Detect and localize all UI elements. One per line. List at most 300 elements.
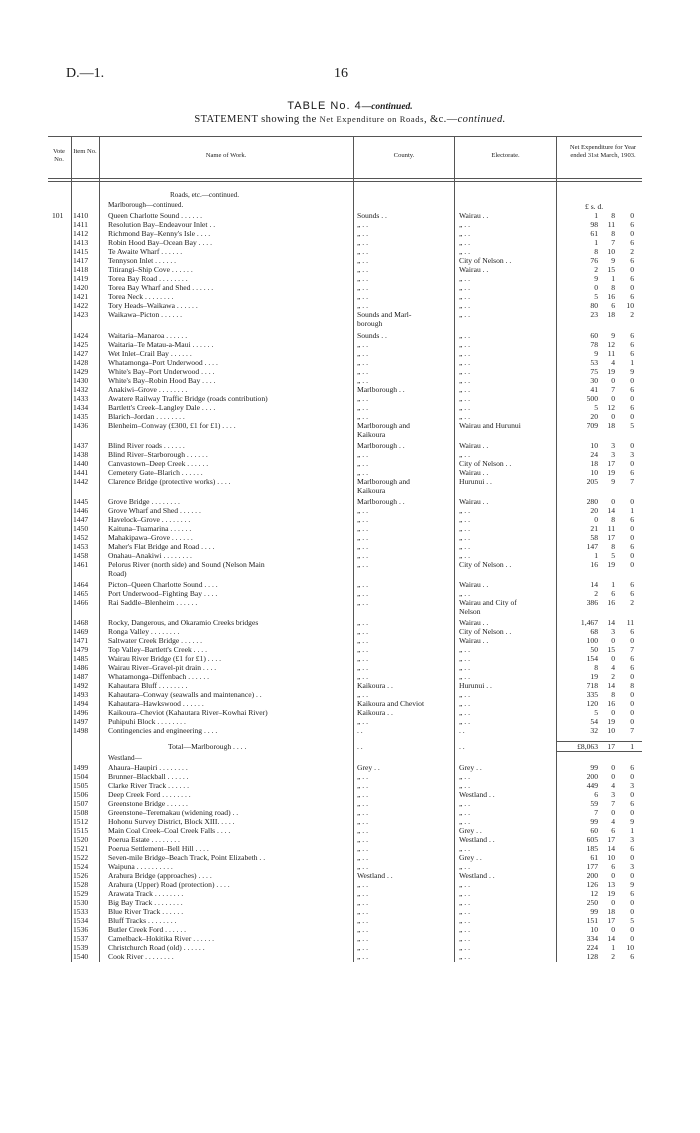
table-row <box>0 477 700 486</box>
cell-item-no: 1515 <box>73 826 89 835</box>
table-row <box>0 283 700 292</box>
table-row <box>0 403 700 412</box>
cell-county: „ . . <box>357 340 368 349</box>
cell-item-no: 1442 <box>73 477 89 486</box>
cell-item-no: 1520 <box>73 835 89 844</box>
cell-item-no: 1522 <box>73 853 89 862</box>
cell-item-no: 1461 <box>73 560 89 569</box>
cell-pounds: 335 <box>586 690 598 699</box>
table-row <box>0 238 700 247</box>
cell-county: Kaikoura <box>357 430 386 439</box>
cell-pounds: 200 <box>586 772 598 781</box>
cell-electorate: „ . . <box>459 898 470 907</box>
table-row <box>0 826 700 835</box>
cell-item-no: 1512 <box>73 817 89 826</box>
cell-pounds: 61 <box>590 853 598 862</box>
cell-shillings: 19 <box>607 717 615 726</box>
cell-pence: 6 <box>630 385 634 394</box>
cell-county: „ . . <box>357 853 368 862</box>
cell-electorate: Wairau . . <box>459 211 489 220</box>
cell-shillings: 3 <box>611 441 615 450</box>
cell-county: „ . . <box>357 645 368 654</box>
cell-work-name: Wairau River Bridge (£1 for £1) . . . . <box>108 654 222 663</box>
cell-pence: 2 <box>630 310 634 319</box>
cell-work-name: Ronga Valley . . . . . . . . <box>108 627 180 636</box>
cell-work-name: Whatamonga–Port Underwood . . . . <box>108 358 218 367</box>
table-row <box>0 265 700 274</box>
cell-work-name: Hohonu Survey District, Block XIII. . . . . <box>108 817 235 826</box>
cell-work-name: Tory Heads–Waikawa . . . . . . <box>108 301 198 310</box>
cell-work-name: Te Awaite Wharf . . . . . . <box>108 247 183 256</box>
cell-pounds: £8,063 <box>577 742 598 751</box>
cell-electorate: Wairau . . <box>459 441 489 450</box>
table-row <box>0 580 700 589</box>
cell-pounds: 20 <box>590 506 598 515</box>
cell-electorate: „ . . <box>459 551 470 560</box>
cell-electorate: „ . . <box>459 862 470 871</box>
cell-county: „ . . <box>357 542 368 551</box>
cell-pounds: 8 <box>594 663 598 672</box>
cell-work-name: Roads, etc.—continued. <box>170 191 240 199</box>
cell-pounds: 500 <box>586 394 598 403</box>
cell-pounds: 5 <box>594 403 598 412</box>
cell-pence: 6 <box>630 274 634 283</box>
cell-item-no: 1434 <box>73 403 89 412</box>
cell-item-no: 1486 <box>73 663 89 672</box>
cell-shillings: 8 <box>611 283 615 292</box>
cell-work-name: Waipuna . . . . . . . . . . <box>108 862 173 871</box>
cell-county: „ . . <box>357 394 368 403</box>
cell-work-name: Kaikoura–Cheviot (Kahautara River–Kowhai River) <box>108 708 268 717</box>
cell-pence: 0 <box>630 459 634 468</box>
cell-electorate: „ . . <box>459 450 470 459</box>
cell-pence: 3 <box>630 835 634 844</box>
cell-item-no: 1446 <box>73 506 89 515</box>
cell-pence: 6 <box>630 468 634 477</box>
cell-pence: 9 <box>630 817 634 826</box>
cell-pence: 6 <box>630 580 634 589</box>
cell-pence: 7 <box>630 645 634 654</box>
cell-electorate: . . <box>459 726 465 735</box>
cell-item-no: 1529 <box>73 889 89 898</box>
table-row <box>0 636 700 645</box>
cell-county: Kaikoura and Cheviot <box>357 699 425 708</box>
cell-work-name: Cook River . . . . . . . . <box>108 952 174 961</box>
cell-pence: 6 <box>630 799 634 808</box>
cell-county: „ . . <box>357 274 368 283</box>
cell-item-no: 1412 <box>73 229 89 238</box>
cell-shillings: 14 <box>607 618 615 627</box>
cell-pence: 0 <box>630 708 634 717</box>
cell-pence: 6 <box>630 220 634 229</box>
cell-county: „ . . <box>357 265 368 274</box>
cell-pounds: 24 <box>590 450 598 459</box>
cell-electorate: „ . . <box>459 301 470 310</box>
cell-electorate: „ . . <box>459 781 470 790</box>
cell-pounds: 334 <box>586 934 598 943</box>
cell-shillings: 8 <box>611 542 615 551</box>
cell-item-no: 1464 <box>73 580 89 589</box>
cell-pence: 0 <box>630 283 634 292</box>
cell-pounds: 78 <box>590 340 598 349</box>
cell-county: „ . . <box>357 952 368 961</box>
cell-item-no: 1419 <box>73 274 89 283</box>
cell-item-no: 1493 <box>73 690 89 699</box>
col-header-name: Name of Work. <box>205 152 247 159</box>
cell-work-name: Resolution Bay–Endeavour Inlet . . <box>108 220 216 229</box>
table-row <box>0 844 700 853</box>
cell-work-name: Picton–Queen Charlotte Sound . . . . <box>108 580 218 589</box>
currency-units: £ s. d. <box>585 202 604 211</box>
table-row <box>0 943 700 952</box>
cell-county: „ . . <box>357 551 368 560</box>
cell-electorate: „ . . <box>459 506 470 515</box>
cell-electorate: „ . . <box>459 292 470 301</box>
cell-county: „ . . <box>357 515 368 524</box>
cell-electorate: City of Nelson . . <box>459 256 512 265</box>
cell-work-name: Butler Creek Ford . . . . . . <box>108 925 187 934</box>
cell-electorate: „ . . <box>459 934 470 943</box>
statement-part-a: STATEMENT showing the <box>194 114 320 125</box>
cell-item-no: 1447 <box>73 515 89 524</box>
cell-pence: 0 <box>630 376 634 385</box>
cell-item-no: 1429 <box>73 367 89 376</box>
cell-pence: 0 <box>630 690 634 699</box>
col-header-vote: Vote No. <box>53 148 65 163</box>
cell-item-no: 1526 <box>73 871 89 880</box>
cell-pence: 2 <box>630 247 634 256</box>
cell-county: „ . . <box>357 799 368 808</box>
cell-item-no: 1537 <box>73 934 89 943</box>
table-row <box>0 340 700 349</box>
cell-work-name: Waitaria–Manaroa . . . . . . <box>108 331 188 340</box>
table-row <box>0 699 700 708</box>
cell-work-name: Cemetery Gate–Blarich . . . . . . <box>108 468 203 477</box>
cell-item-no: 1428 <box>73 358 89 367</box>
cell-pence: 6 <box>630 331 634 340</box>
cell-electorate: „ . . <box>459 376 470 385</box>
cell-electorate: „ . . <box>459 645 470 654</box>
cell-shillings: 2 <box>611 672 615 681</box>
cell-pounds: 58 <box>590 533 598 542</box>
table-row <box>0 607 700 616</box>
cell-pence: 11 <box>626 618 634 627</box>
cell-pence: 0 <box>630 441 634 450</box>
table-row <box>0 781 700 790</box>
cell-pounds: 20 <box>590 412 598 421</box>
cell-item-no: 1496 <box>73 708 89 717</box>
cell-pence: 3 <box>630 450 634 459</box>
cell-county: Kaikoura <box>357 486 386 495</box>
cell-electorate: „ . . <box>459 349 470 358</box>
table-row <box>0 763 700 772</box>
cell-pence: 6 <box>630 340 634 349</box>
cell-work-name: Blind River roads . . . . . . <box>108 441 185 450</box>
cell-electorate: „ . . <box>459 331 470 340</box>
table-row <box>0 331 700 340</box>
cell-work-name: Bartlett's Creek–Langley Dale . . . . <box>108 403 216 412</box>
col-header-net-expenditure: Net Expenditure for Year ended 31st March, 1903. <box>569 144 637 159</box>
cell-county: „ . . <box>357 220 368 229</box>
cell-electorate: „ . . <box>459 907 470 916</box>
cell-electorate: „ . . <box>459 889 470 898</box>
cell-pence: 0 <box>630 551 634 560</box>
cell-pounds: 61 <box>590 229 598 238</box>
table-row <box>0 871 700 880</box>
cell-shillings: 14 <box>607 506 615 515</box>
cell-pence: 6 <box>630 292 634 301</box>
cell-shillings: 8 <box>611 229 615 238</box>
cell-work-name: Arahura (Upper) Road (protection) . . . . <box>108 880 230 889</box>
cell-shillings: 2 <box>611 952 615 961</box>
cell-pounds: 8 <box>594 247 598 256</box>
total-row <box>0 742 700 751</box>
table-row <box>0 551 700 560</box>
document-code: D.—1. <box>66 66 105 81</box>
table-row <box>0 385 700 394</box>
table-row <box>0 468 700 477</box>
cell-electorate: „ . . <box>459 672 470 681</box>
cell-item-no: 1465 <box>73 589 89 598</box>
statement-part-b: Net Expenditure on Roads <box>319 114 424 124</box>
cell-pence: 6 <box>630 844 634 853</box>
cell-item-no: 1469 <box>73 627 89 636</box>
cell-electorate: „ . . <box>459 403 470 412</box>
cell-pounds: 60 <box>590 331 598 340</box>
cell-electorate: „ . . <box>459 394 470 403</box>
cell-item-no: 1487 <box>73 672 89 681</box>
cell-electorate: Wairau . . <box>459 618 489 627</box>
cell-pounds: 449 <box>586 781 598 790</box>
cell-shillings: 11 <box>607 349 615 358</box>
cell-electorate: „ . . <box>459 358 470 367</box>
cell-pence: 8 <box>630 681 634 690</box>
cell-item-no: 1410 <box>73 211 89 220</box>
cell-work-name: Puhipuhi Block . . . . . . . . <box>108 717 186 726</box>
cell-work-name: Westland— <box>108 754 142 762</box>
cell-pence: 0 <box>630 394 634 403</box>
cell-county: „ . . <box>357 627 368 636</box>
cell-work-name: Ahaura–Haupiri . . . . . . . . <box>108 763 188 772</box>
cell-electorate: „ . . <box>459 708 470 717</box>
cell-pounds: 1 <box>594 551 598 560</box>
table-row <box>0 349 700 358</box>
cell-shillings: 3 <box>611 627 615 636</box>
cell-pence: 6 <box>630 763 634 772</box>
cell-electorate: Hurunui . . <box>459 477 492 486</box>
cell-electorate: Grey . . <box>459 853 482 862</box>
cell-pounds: 250 <box>586 898 598 907</box>
table-row <box>0 952 700 961</box>
cell-shillings: 12 <box>607 403 615 412</box>
cell-shillings: 1 <box>611 580 615 589</box>
cell-county: Marlborough . . <box>357 497 405 506</box>
cell-county: „ . . <box>357 916 368 925</box>
cell-pounds: 126 <box>586 880 598 889</box>
cell-item-no: 1423 <box>73 310 89 319</box>
cell-pence: 0 <box>630 412 634 421</box>
cell-electorate: „ . . <box>459 717 470 726</box>
cell-pounds: 386 <box>586 598 598 607</box>
cell-item-no: 1450 <box>73 524 89 533</box>
cell-pence: 6 <box>630 952 634 961</box>
cell-pence: 0 <box>630 907 634 916</box>
cell-county: „ . . <box>357 781 368 790</box>
cell-county: „ . . <box>357 560 368 569</box>
cell-pounds: 1 <box>594 211 598 220</box>
cell-county: „ . . <box>357 717 368 726</box>
cell-work-name: Christchurch Road (old) . . . . . . <box>108 943 205 952</box>
cell-pounds: 32 <box>590 726 598 735</box>
cell-pence: 7 <box>630 477 634 486</box>
cell-pounds: 154 <box>586 654 598 663</box>
cell-electorate: „ . . <box>459 515 470 524</box>
cell-item-no: 1539 <box>73 943 89 952</box>
cell-pounds: 205 <box>586 477 598 486</box>
cell-shillings: 0 <box>611 497 615 506</box>
cell-pounds: 59 <box>590 799 598 808</box>
cell-work-name: Big Bay Track . . . . . . . . <box>108 898 183 907</box>
cell-pence: 6 <box>630 349 634 358</box>
cell-item-no: 1441 <box>73 468 89 477</box>
cell-county: Marlborough and <box>357 421 410 430</box>
cell-electorate: Wairau . . <box>459 636 489 645</box>
cell-county: „ . . <box>357 349 368 358</box>
table-row <box>0 229 700 238</box>
cell-county: „ . . <box>357 808 368 817</box>
cell-work-name: Blind River–Starborough . . . . . . <box>108 450 208 459</box>
cell-pounds: 99 <box>590 907 598 916</box>
table-row <box>0 889 700 898</box>
cell-pence: 0 <box>630 533 634 542</box>
cell-work-name: Waikawa–Picton . . . . . . <box>108 310 183 319</box>
cell-pence: 0 <box>630 871 634 880</box>
cell-pounds: 177 <box>586 862 598 871</box>
cell-work-name: Kaituna–Tuamarina . . . . . . <box>108 524 192 533</box>
cell-shillings: 8 <box>611 211 615 220</box>
cell-shillings: 0 <box>611 654 615 663</box>
cell-item-no: 1505 <box>73 781 89 790</box>
cell-shillings: 6 <box>611 589 615 598</box>
cell-electorate: Grey . . <box>459 763 482 772</box>
cell-pounds: 128 <box>586 952 598 961</box>
cell-vote-no: 101 <box>52 211 64 220</box>
cell-shillings: 17 <box>607 533 615 542</box>
cell-item-no: 1492 <box>73 681 89 690</box>
cell-item-no: 1433 <box>73 394 89 403</box>
cell-item-no: 1415 <box>73 247 89 256</box>
table-row <box>0 862 700 871</box>
table-row <box>0 358 700 367</box>
cell-electorate: „ . . <box>459 238 470 247</box>
cell-pence: 1 <box>630 742 634 751</box>
cell-shillings: 11 <box>607 524 615 533</box>
cell-item-no: 1506 <box>73 790 89 799</box>
cell-electorate: „ . . <box>459 952 470 961</box>
cell-county: „ . . <box>357 790 368 799</box>
table-row <box>0 412 700 421</box>
cell-item-no: 1438 <box>73 450 89 459</box>
cell-electorate: „ . . <box>459 690 470 699</box>
cell-county: „ . . <box>357 358 368 367</box>
cell-shillings: 15 <box>607 645 615 654</box>
table-row <box>0 274 700 283</box>
cell-county: „ . . <box>357 247 368 256</box>
cell-pence: 0 <box>630 229 634 238</box>
cell-work-name: Rocky, Dangerous, and Okaramio Creeks bridges <box>108 618 259 627</box>
cell-electorate: City of Nelson . . <box>459 560 512 569</box>
table-row <box>0 497 700 506</box>
cell-electorate: „ . . <box>459 367 470 376</box>
cell-shillings: 9 <box>611 256 615 265</box>
cell-work-name: Seven-mile Bridge–Beach Track, Point Elizabeth . . <box>108 853 266 862</box>
cell-pence: 0 <box>630 772 634 781</box>
cell-shillings: 0 <box>611 871 615 880</box>
cell-pence: 7 <box>630 726 634 735</box>
table-row <box>0 717 700 726</box>
table-row <box>0 430 700 439</box>
cell-electorate: „ . . <box>459 283 470 292</box>
cell-shillings: 18 <box>607 907 615 916</box>
table-row <box>0 560 700 569</box>
table-row <box>0 835 700 844</box>
col-header-electorate: Electorate. <box>491 152 520 159</box>
cell-work-name: White's Bay–Port Underwood . . . . <box>108 367 215 376</box>
cell-county: borough <box>357 319 383 328</box>
cell-work-name: Rai Saddle–Blenheim . . . . . . <box>108 598 198 607</box>
cell-pounds: 41 <box>590 385 598 394</box>
cell-item-no: 1528 <box>73 880 89 889</box>
statement-part-d: continued. <box>457 114 506 125</box>
cell-electorate: „ . . <box>459 925 470 934</box>
cell-pence: 6 <box>630 256 634 265</box>
table-title-text: TABLE No. 4 <box>287 100 362 112</box>
cell-item-no: 1432 <box>73 385 89 394</box>
cell-county: „ . . <box>357 238 368 247</box>
cell-work-name: Maher's Flat Bridge and Road . . . . <box>108 542 215 551</box>
cell-pounds: 5 <box>594 708 598 717</box>
cell-work-name: Pelorus River (north side) and Sound (Nelson Main <box>108 560 265 569</box>
cell-county: Grey . . <box>357 763 380 772</box>
cell-pence: 0 <box>630 898 634 907</box>
cell-work-name: Awatere Railway Traffic Bridge (roads contribution) <box>108 394 268 403</box>
cell-work-name: Richmond Bay–Kenny's Isle . . . . <box>108 229 211 238</box>
cell-pounds: 709 <box>586 421 598 430</box>
cell-item-no: 1440 <box>73 459 89 468</box>
cell-county: „ . . <box>357 889 368 898</box>
table-row <box>0 506 700 515</box>
table-row <box>0 618 700 627</box>
table-row <box>0 916 700 925</box>
cell-pounds: 16 <box>590 560 598 569</box>
table-row <box>0 310 700 319</box>
table-row <box>0 533 700 542</box>
cell-electorate: „ . . <box>459 340 470 349</box>
cell-pounds: 12 <box>590 889 598 898</box>
cell-shillings: 19 <box>607 889 615 898</box>
cell-pounds: 147 <box>586 542 598 551</box>
cell-shillings: 0 <box>611 898 615 907</box>
table-row <box>0 247 700 256</box>
cell-electorate: „ . . <box>459 943 470 952</box>
cell-item-no: 1466 <box>73 598 89 607</box>
table-row <box>0 925 700 934</box>
cell-pounds: 99 <box>590 763 598 772</box>
cell-county: „ . . <box>357 301 368 310</box>
cell-county: Sounds and Marl- <box>357 310 412 319</box>
cell-county: „ . . <box>357 533 368 542</box>
cell-pence: 3 <box>630 781 634 790</box>
